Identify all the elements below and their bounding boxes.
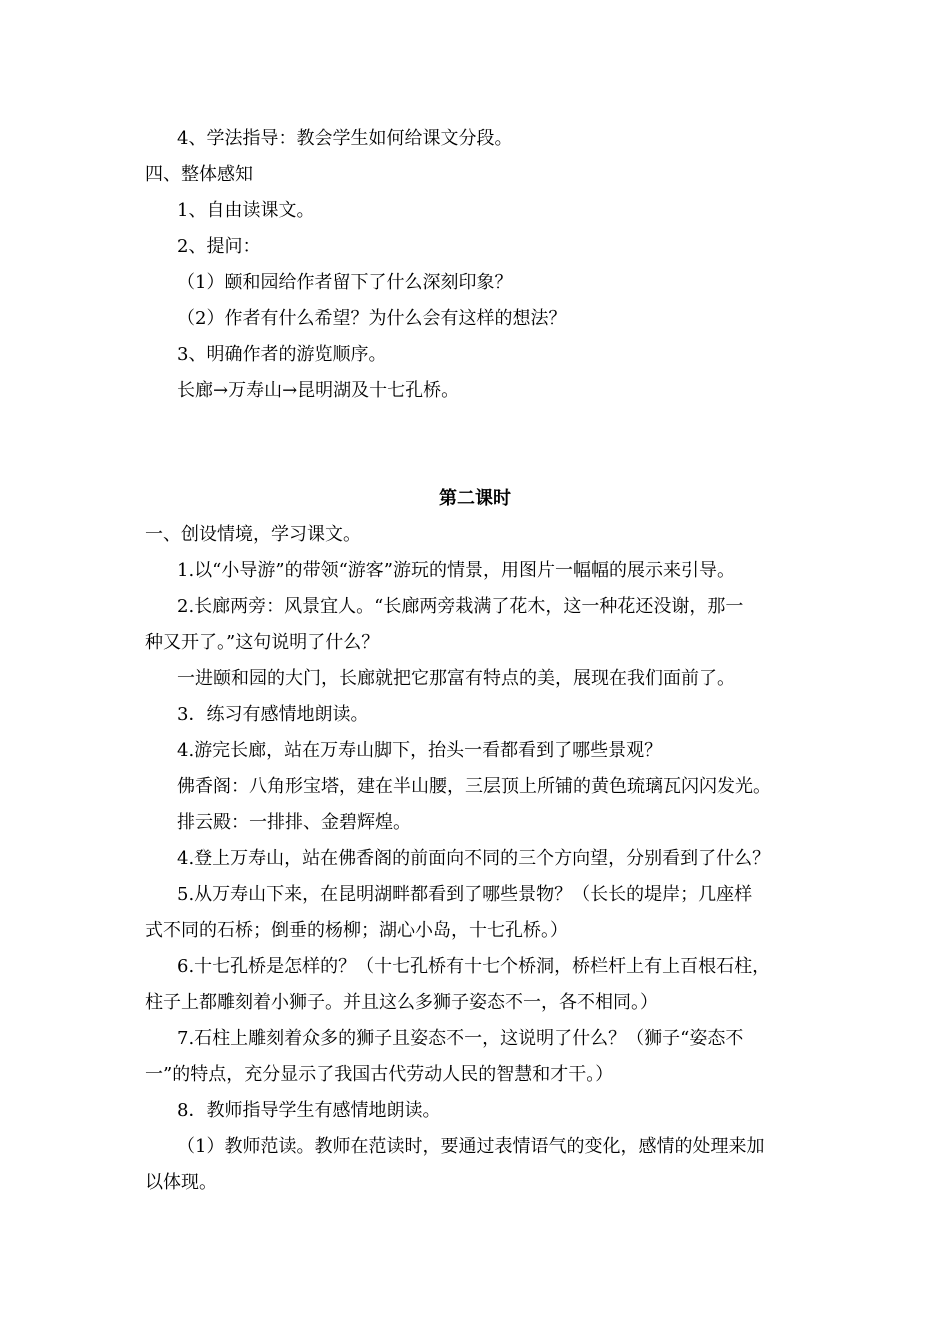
paragraph-6-line2: 柱子上都雕刻着小狮子。并且这么多狮子姿态不一，各不相同。） <box>145 992 658 1013</box>
paiyundian-line: 排云殿：一排排、金碧辉煌。 <box>177 812 411 833</box>
paragraph-3: 3．练习有感情地朗读。 <box>177 704 369 725</box>
paragraph-8: 8．教师指导学生有感情地朗读。 <box>177 1100 441 1121</box>
foxiangge-line: 佛香阁：八角形宝塔，建在半山腰，三层顶上所铺的黄色琉璃瓦闪闪发光。 <box>177 776 771 797</box>
step2-line: 2、提问： <box>177 236 261 257</box>
paragraph-2-line2: 种又开了。”这句说明了什么？ <box>145 632 380 653</box>
route-line: 长廊→万寿山→昆明湖及十七孔桥。 <box>177 380 460 401</box>
paragraph-4: 4.游完长廊，站在万寿山脚下，抬头一看都看到了哪些景观？ <box>177 740 663 761</box>
section1-heading: 一、创设情境，学习课文。 <box>145 524 361 545</box>
paragraph-1: 1.以“小导游”的带领“游客”游玩的情景，用图片一幅幅的展示来引导。 <box>177 560 735 581</box>
step3-line: 3、明确作者的游览顺序。 <box>177 344 387 365</box>
paragraph-7-line1: 7.石柱上雕刻着众多的狮子且姿态不一，这说明了什么？（狮子“姿态不 <box>177 1028 744 1049</box>
paragraph-7-line2: 一”的特点，充分显示了我国古代劳动人民的智慧和才干。） <box>145 1064 614 1085</box>
paragraph-8-1-line1: （1）教师范读。教师在范读时，要通过表情语气的变化，感情的处理来加 <box>177 1136 765 1157</box>
paragraph-6-line1: 6.十七孔桥是怎样的？（十七孔桥有十七个桥洞，桥栏杆上有上百根石柱， <box>177 956 771 977</box>
step1-line: 1、自由读课文。 <box>177 200 315 221</box>
paragraph-4b: 4.登上万寿山，站在佛香阁的前面向不同的三个方向望，分别看到了什么？ <box>177 848 771 869</box>
lesson-title: 第二课时 <box>439 488 511 509</box>
section4-heading: 四、整体感知 <box>145 164 253 185</box>
question1-line: （1）颐和园给作者留下了什么深刻印象？ <box>177 272 513 293</box>
study-method-line: 4、学法指导：教会学生如何给课文分段。 <box>177 128 513 149</box>
paragraph-5-line1: 5.从万寿山下来，在昆明湖畔都看到了哪些景物？（长长的堤岸；几座样 <box>177 884 753 905</box>
paragraph-5-line2: 式不同的石桥；倒垂的杨柳；湖心小岛，十七孔桥。） <box>145 920 568 941</box>
paragraph-2-answer: 一进颐和园的大门，长廊就把它那富有特点的美，展现在我们面前了。 <box>177 668 735 689</box>
question2-line: （2）作者有什么希望？为什么会有这样的想法？ <box>177 308 567 329</box>
paragraph-8-1-line2: 以体现。 <box>145 1172 217 1193</box>
paragraph-2-line1: 2.长廊两旁：风景宜人。“长廊两旁栽满了花木，这一种花还没谢，那一 <box>177 596 744 617</box>
